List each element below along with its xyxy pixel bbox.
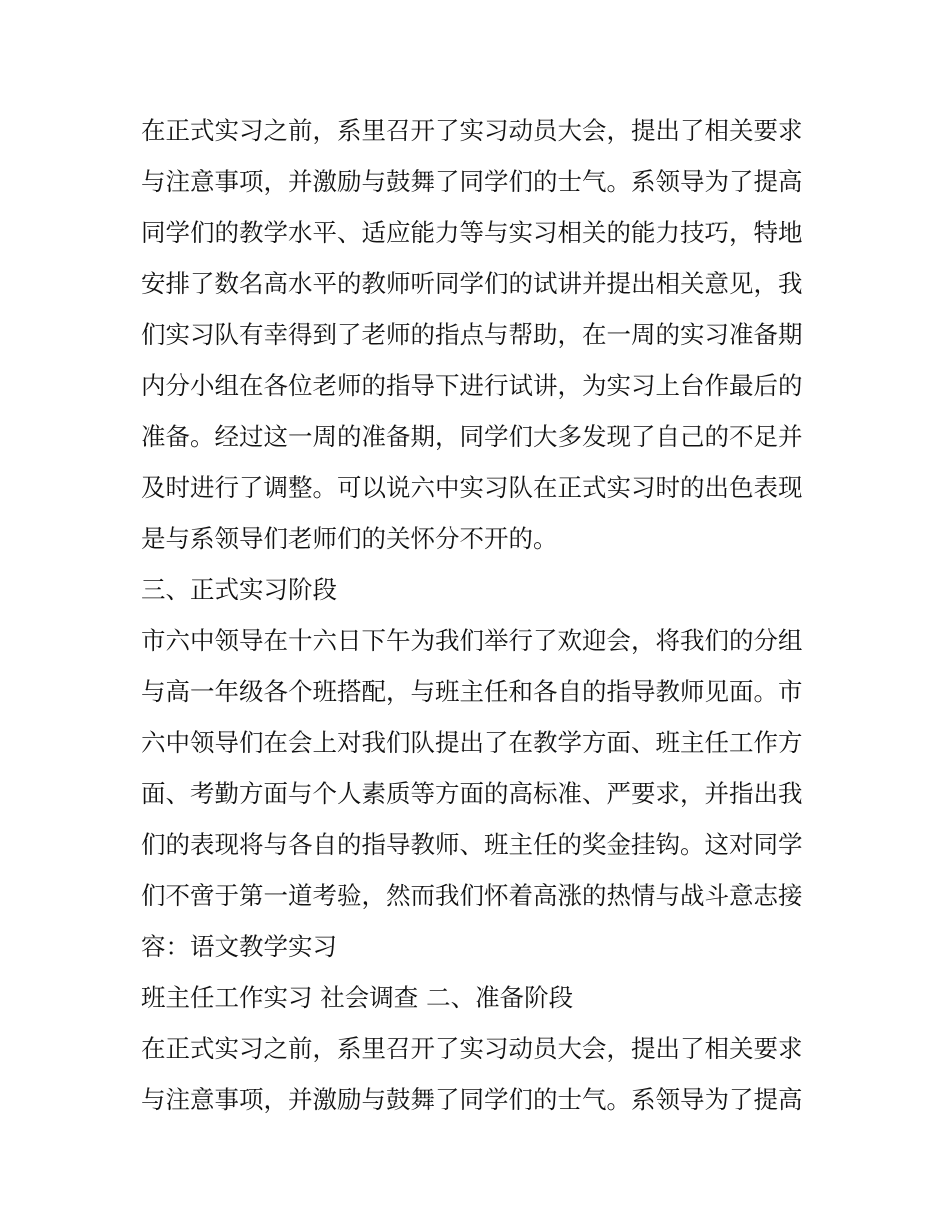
text-line: 们的表现将与各自的指导教师、班主任的奖金挂钩。这对同学 <box>141 830 803 859</box>
text-line: 市六中领导在十六日下午为我们举行了欢迎会，将我们的分组 <box>141 626 803 655</box>
text-line: 在正式实习之前，系里召开了实习动员大会，提出了相关要求 <box>141 1034 803 1063</box>
section-heading: 三、正式实习阶段 <box>141 575 337 604</box>
text-line: 班主任工作实习 社会调查 二、准备阶段 <box>141 983 574 1012</box>
text-line: 内分小组在各位老师的指导下进行试讲，为实习上台作最后的 <box>141 371 803 400</box>
text-line: 同学们的教学水平、适应能力等与实习相关的能力技巧，特地 <box>141 218 803 247</box>
text-line: 面、考勤方面与个人素质等方面的高标准、严要求，并指出我 <box>141 779 803 808</box>
text-line: 与高一年级各个班搭配，与班主任和各自的指导教师见面。市 <box>141 677 803 706</box>
text-line: 与注意事项，并激励与鼓舞了同学们的士气。系领导为了提高 <box>141 167 803 196</box>
text-line: 安排了数名高水平的教师听同学们的试讲并提出相关意见，我 <box>141 269 803 298</box>
text-line: 与注意事项，并激励与鼓舞了同学们的士气。系领导为了提高 <box>141 1085 803 1114</box>
body-text <box>141 105 821 1125</box>
text-line: 是与系领导们老师们的关怀分不开的。 <box>141 524 558 553</box>
text-line: 容：语文教学实习 <box>141 932 337 961</box>
text-line: 们实习队有幸得到了老师的指点与帮助，在一周的实习准备期 <box>141 320 803 349</box>
text-line: 们不啻于第一道考验，然而我们怀着高涨的热情与战斗意志接 <box>141 881 803 910</box>
text-line: 准备。经过这一周的准备期，同学们大多发现了自己的不足并 <box>141 422 803 451</box>
text-line: 在正式实习之前，系里召开了实习动员大会，提出了相关要求 <box>141 116 803 145</box>
text-line: 六中领导们在会上对我们队提出了在教学方面、班主任工作方 <box>141 728 803 757</box>
text-line: 及时进行了调整。可以说六中实习队在正式实习时的出色表现 <box>141 473 803 502</box>
